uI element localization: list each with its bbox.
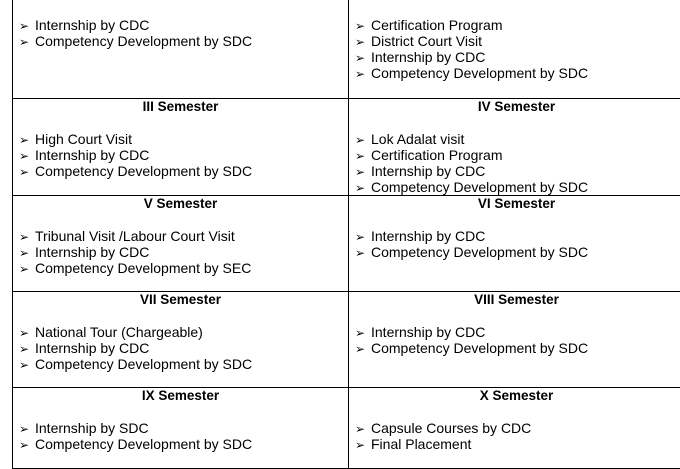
- semester-cell: [349, 0, 680, 99]
- list-item: [355, 49, 680, 65]
- semester-cell: [349, 388, 680, 469]
- arrowhead-bullet-icon: ➢: [355, 180, 371, 196]
- activity-text: Competency Development by SEC: [35, 260, 251, 276]
- semester-row: [13, 99, 680, 196]
- activity-list: [19, 131, 348, 179]
- arrowhead-bullet-icon: ➢: [355, 18, 371, 34]
- list-item: [19, 17, 348, 33]
- activity-text: Competency Development by SDC: [371, 244, 588, 260]
- list-item: [19, 33, 348, 49]
- arrowhead-bullet-icon: ➢: [19, 437, 35, 453]
- activity-text: Internship by CDC: [371, 49, 485, 65]
- arrowhead-bullet-icon: ➢: [19, 421, 35, 437]
- activity-text: High Court Visit: [35, 131, 132, 147]
- list-item: [19, 420, 348, 436]
- activity-text: Internship by CDC: [35, 17, 149, 33]
- list-item: [19, 147, 348, 163]
- list-item: [355, 324, 680, 340]
- arrowhead-bullet-icon: ➢: [19, 245, 35, 261]
- activity-text: Competency Development by SDC: [35, 436, 252, 452]
- arrowhead-bullet-icon: ➢: [19, 229, 35, 245]
- arrowhead-bullet-icon: ➢: [355, 66, 371, 82]
- semester-heading: VII Semester: [13, 292, 348, 308]
- arrowhead-bullet-icon: ➢: [355, 245, 371, 261]
- arrowhead-bullet-icon: ➢: [355, 132, 371, 148]
- semester-cell: [13, 99, 349, 196]
- list-item: [19, 244, 348, 260]
- activity-list: [355, 131, 680, 195]
- activity-list: [355, 324, 680, 356]
- activity-text: Competency Development by SDC: [35, 163, 252, 179]
- activity-text: Internship by CDC: [371, 163, 485, 179]
- semester-heading: X Semester: [349, 388, 680, 404]
- semester-cell: [349, 99, 680, 196]
- semester-cell: [349, 196, 680, 292]
- activity-text: Competency Development by SDC: [371, 65, 588, 81]
- activity-list: [19, 324, 348, 372]
- arrowhead-bullet-icon: ➢: [355, 164, 371, 180]
- activity-text: Certification Program: [371, 17, 503, 33]
- list-item: [355, 17, 680, 33]
- semester-cell: [13, 0, 349, 99]
- arrowhead-bullet-icon: ➢: [355, 341, 371, 357]
- activity-list: [19, 228, 348, 276]
- semester-heading: III Semester: [13, 99, 348, 115]
- semester-heading: VI Semester: [349, 196, 680, 212]
- activity-text: Internship by CDC: [35, 244, 149, 260]
- semester-heading: [349, 0, 680, 1]
- activity-text: Internship by SDC: [35, 420, 149, 436]
- semester-cell: [13, 388, 349, 469]
- list-item: [19, 228, 348, 244]
- activity-list: [355, 228, 680, 260]
- arrowhead-bullet-icon: ➢: [355, 229, 371, 245]
- list-item: [19, 340, 348, 356]
- semester-heading: IX Semester: [13, 388, 348, 404]
- semester-cell: [349, 292, 680, 388]
- activity-text: District Court Visit: [371, 33, 482, 49]
- semester-heading: VIII Semester: [349, 292, 680, 308]
- arrowhead-bullet-icon: ➢: [355, 148, 371, 164]
- activity-text: Competency Development by SDC: [371, 179, 588, 195]
- activity-list: [355, 17, 680, 81]
- activity-text: Internship by CDC: [371, 324, 485, 340]
- list-item: [355, 244, 680, 260]
- activity-text: Competency Development by SDC: [35, 356, 252, 372]
- activity-list: [355, 420, 680, 452]
- arrowhead-bullet-icon: ➢: [19, 325, 35, 341]
- list-item: [355, 436, 680, 452]
- semester-cell: [13, 292, 349, 388]
- list-item: [355, 420, 680, 436]
- activity-text: Certification Program: [371, 147, 503, 163]
- activity-text: Lok Adalat visit: [371, 131, 464, 147]
- list-item: [19, 260, 348, 276]
- arrowhead-bullet-icon: ➢: [19, 34, 35, 50]
- arrowhead-bullet-icon: ➢: [19, 341, 35, 357]
- activity-text: Tribunal Visit /Labour Court Visit: [35, 228, 235, 244]
- activity-list: [19, 17, 348, 49]
- list-item: [355, 65, 680, 81]
- arrowhead-bullet-icon: ➢: [355, 50, 371, 66]
- list-item: [355, 163, 680, 179]
- list-item: [355, 147, 680, 163]
- activity-text: Capsule Courses by CDC: [371, 420, 531, 436]
- arrowhead-bullet-icon: ➢: [19, 357, 35, 373]
- activity-text: Internship by CDC: [371, 228, 485, 244]
- list-item: [355, 340, 680, 356]
- semester-heading: [13, 0, 348, 1]
- arrowhead-bullet-icon: ➢: [19, 164, 35, 180]
- arrowhead-bullet-icon: ➢: [19, 132, 35, 148]
- list-item: [355, 33, 680, 49]
- list-item: [19, 131, 348, 147]
- arrowhead-bullet-icon: ➢: [19, 261, 35, 277]
- list-item: [355, 228, 680, 244]
- list-item: [19, 436, 348, 452]
- arrowhead-bullet-icon: ➢: [355, 421, 371, 437]
- activity-text: Competency Development by SDC: [371, 340, 588, 356]
- semester-heading: IV Semester: [349, 99, 680, 115]
- activity-text: National Tour (Chargeable): [35, 324, 203, 340]
- activity-text: Final Placement: [371, 436, 471, 452]
- list-item: [19, 324, 348, 340]
- list-item: [19, 163, 348, 179]
- list-item: [19, 356, 348, 372]
- semester-activity-table: [12, 0, 680, 469]
- semester-row: [13, 388, 680, 469]
- list-item: [355, 179, 680, 195]
- arrowhead-bullet-icon: ➢: [355, 34, 371, 50]
- semester-row: [13, 0, 680, 99]
- arrowhead-bullet-icon: ➢: [19, 18, 35, 34]
- semester-row: [13, 196, 680, 292]
- activity-text: Internship by CDC: [35, 340, 149, 356]
- arrowhead-bullet-icon: ➢: [355, 325, 371, 341]
- list-item: [355, 131, 680, 147]
- semester-cell: [13, 196, 349, 292]
- arrowhead-bullet-icon: ➢: [19, 148, 35, 164]
- semester-heading: V Semester: [13, 196, 348, 212]
- activity-text: Competency Development by SDC: [35, 33, 252, 49]
- arrowhead-bullet-icon: ➢: [355, 437, 371, 453]
- activity-text: Internship by CDC: [35, 147, 149, 163]
- activity-list: [19, 420, 348, 452]
- semester-row: [13, 292, 680, 388]
